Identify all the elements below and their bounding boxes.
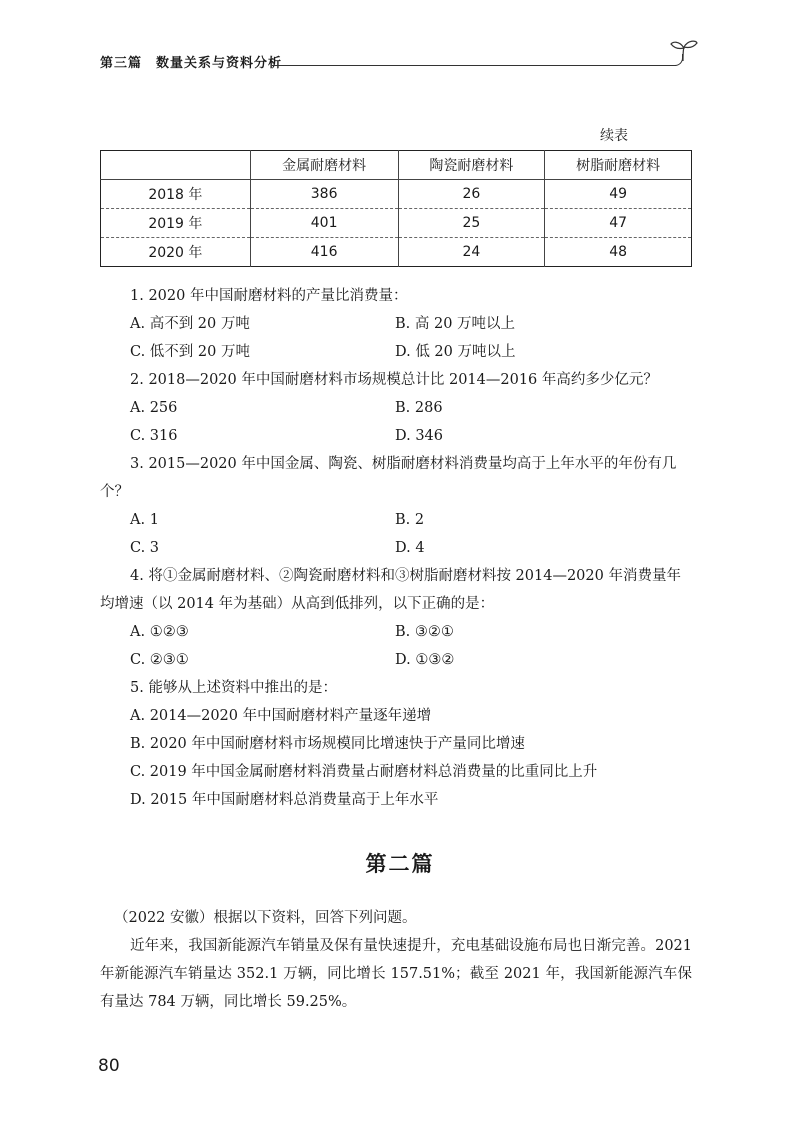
- page-header: [100, 40, 700, 80]
- option-row: [130, 310, 692, 338]
- table-cell: 24: [398, 238, 545, 267]
- option-c: C. 3: [130, 540, 160, 556]
- table-header-cell: 树脂耐磨材料: [545, 151, 692, 180]
- option-row: [130, 394, 692, 422]
- option-a: A. ①②③: [130, 624, 189, 640]
- table-cell: 2019 年: [101, 209, 251, 238]
- option-b: B. 2020 年中国耐磨材料市场规模同比增速快于产量同比增速: [130, 736, 525, 752]
- table-row: [101, 238, 692, 267]
- option-a: A. 2014—2020 年中国耐磨材料产量逐年递增: [130, 708, 432, 724]
- option-b: B. 高 20 万吨以上: [395, 316, 516, 332]
- option-a: A. 1: [130, 512, 159, 528]
- option-b: B. 286: [395, 400, 443, 416]
- option-b: B. 2: [395, 512, 425, 528]
- option-d: D. 346: [395, 428, 444, 444]
- material-intro: （2022 安徽）根据以下资料，回答下列问题。: [114, 910, 417, 926]
- question-stem: 1. 2020 年中国耐磨材料的产量比消费量：: [130, 288, 408, 304]
- data-table: [100, 150, 692, 267]
- option-c: C. 低不到 20 万吨: [130, 344, 250, 360]
- sprout-icon: [668, 38, 700, 62]
- option-a: A. 256: [130, 400, 178, 416]
- table-cell: 47: [545, 209, 692, 238]
- option-c: C. ②③①: [130, 652, 189, 668]
- option-row: [130, 338, 692, 366]
- table-cell: 401: [250, 209, 398, 238]
- table-header-row: [101, 151, 692, 180]
- table-header-cell: 陶瓷耐磨材料: [398, 151, 545, 180]
- option-row: [130, 422, 692, 450]
- option-b: B. ③②①: [395, 624, 454, 640]
- option-d: D. ①③②: [395, 652, 455, 668]
- table-row: [101, 180, 692, 209]
- table-cell: 26: [398, 180, 545, 209]
- table-cell: 49: [545, 180, 692, 209]
- option-d: D. 低 20 万吨以上: [395, 344, 516, 360]
- option-row: [130, 618, 692, 646]
- option-d: D. 4: [395, 540, 425, 556]
- option-row: [130, 506, 692, 534]
- table-header-cell: [101, 151, 251, 180]
- option-c: C. 2019 年中国金属耐磨材料消费量占耐磨材料总消费量的比重同比上升: [130, 764, 598, 780]
- table-cell: 2020 年: [148, 245, 203, 261]
- table-cell: 416: [250, 238, 398, 267]
- chapter-title: 第三篇 数量关系与资料分析: [100, 56, 283, 71]
- table-cell: 25: [398, 209, 545, 238]
- material-paragraph: 近年来，我国新能源汽车销量及保有量快速提升，充电基础设施布局也日渐完善。2021 年新能源汽车销量达 352.1 万辆，同比增长 157.51%；截至 2021 年，我国新能源汽车保有量达 784 万辆，同比增长 59.25%。: [100, 938, 692, 1010]
- questions: [100, 282, 692, 814]
- option-d: D. 2015 年中国耐磨材料总消费量高于上年水平: [130, 792, 439, 808]
- table-caption: 续表: [600, 128, 628, 144]
- option-row: [130, 646, 692, 674]
- question-stem: 4. 将①金属耐磨材料、②陶瓷耐磨材料和③树脂耐磨材料按 2014—2020 年消费量年均增速（以 2014 年为基础）从高到低排列，以下正确的是：: [100, 568, 681, 612]
- table-cell: 386: [250, 180, 398, 209]
- table-cell: 2018 年: [101, 180, 251, 209]
- option-c: C. 316: [130, 428, 178, 444]
- header-rule: [272, 65, 676, 66]
- option-a: A. 高不到 20 万吨: [130, 316, 250, 332]
- table-row: [101, 209, 692, 238]
- material-text: [100, 904, 692, 1016]
- table-cell: 48: [545, 238, 692, 267]
- question-stem: 3. 2015—2020 年中国金属、陶瓷、树脂耐磨材料消费量均高于上年水平的年份有几个？: [100, 456, 677, 500]
- section-title: 第二篇: [365, 852, 435, 876]
- option-row: [130, 534, 692, 562]
- question-stem: 2. 2018—2020 年中国耐磨材料市场规模总计比 2014—2016 年高约多少亿元？: [130, 372, 658, 388]
- page-number: 80: [98, 1056, 120, 1076]
- table-header-cell: 金属耐磨材料: [250, 151, 398, 180]
- question-stem: 5. 能够从上述资料中推出的是：: [130, 680, 337, 696]
